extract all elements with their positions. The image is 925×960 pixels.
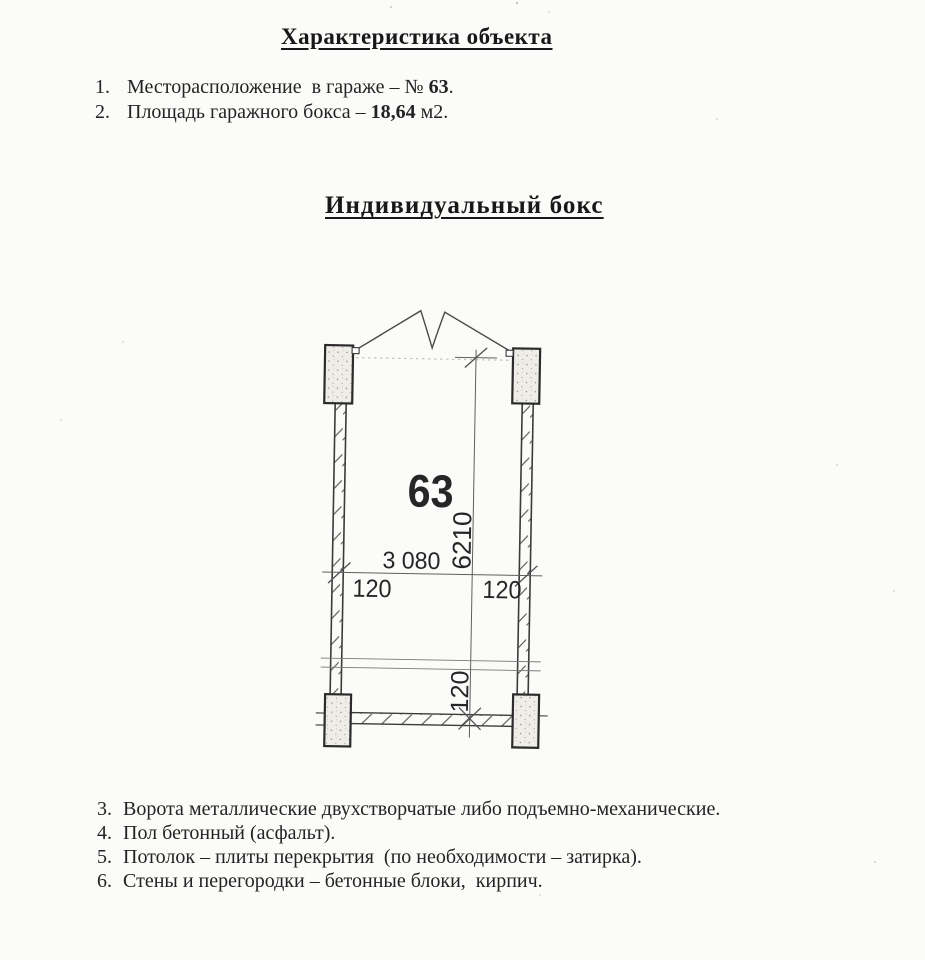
dim-height-label: 6210 (446, 511, 478, 570)
list-item-number: 5. (97, 846, 112, 868)
gate-hinge-left (352, 348, 359, 354)
list-item-text: Пол бетонный (асфальт). (123, 822, 336, 844)
dim-wall-right-label: 120 (482, 575, 525, 605)
list-item (97, 869, 720, 893)
list-item-text: Месторасположение в гараже – № 63. (127, 76, 454, 98)
scan-noise (0, 0, 2, 2)
list-item-number: 3. (97, 798, 112, 820)
characteristics-list (95, 75, 454, 125)
wall-right (517, 404, 533, 696)
gate-doors-line (353, 310, 513, 355)
pillar-top-right (512, 348, 540, 403)
wall-left (330, 403, 346, 695)
back-wall-reference-lines (321, 658, 541, 671)
dim-width-label: 3 080 (382, 547, 443, 576)
box-number: 63 (407, 464, 460, 518)
list-item-number: 6. (97, 870, 112, 892)
list-item-text: Ворота металлические двухстворчатые либо подъемно-механические. (123, 798, 721, 820)
pillar-top-left (324, 345, 353, 403)
heading-individual-box: Индивидуальный бокс (325, 192, 604, 219)
list-item-number: 1. (95, 76, 110, 98)
dim-wall-left-label: 120 (352, 574, 395, 604)
box-number-inline: 63 (428, 76, 449, 98)
construction-list (97, 797, 720, 893)
pillar-bottom-right (512, 694, 539, 747)
list-item (95, 100, 454, 125)
area-value-inline: 18,64 (370, 101, 416, 123)
list-item-number: 2. (95, 101, 110, 123)
gate-hinge-right (506, 350, 513, 356)
pillar-bottom-left (324, 694, 351, 746)
dim-wall-back-label: 120 (445, 670, 475, 713)
list-item-text: Стены и перегородки – бетонные блоки, кирпич. (123, 870, 543, 892)
list-item-number: 4. (97, 822, 112, 844)
garage-box-plan-drawing (295, 295, 570, 765)
list-item (95, 75, 454, 100)
list-item (97, 821, 720, 845)
wall-back (351, 713, 513, 727)
heading-object-characteristics: Характеристика объекта (281, 24, 553, 49)
list-item-text: Площадь гаражного бокса – 18,64 м2. (127, 101, 449, 123)
list-item (97, 845, 720, 869)
list-item-text: Потолок – плиты перекрытия (по необходимости – затирка). (123, 846, 642, 868)
list-item (97, 797, 720, 821)
